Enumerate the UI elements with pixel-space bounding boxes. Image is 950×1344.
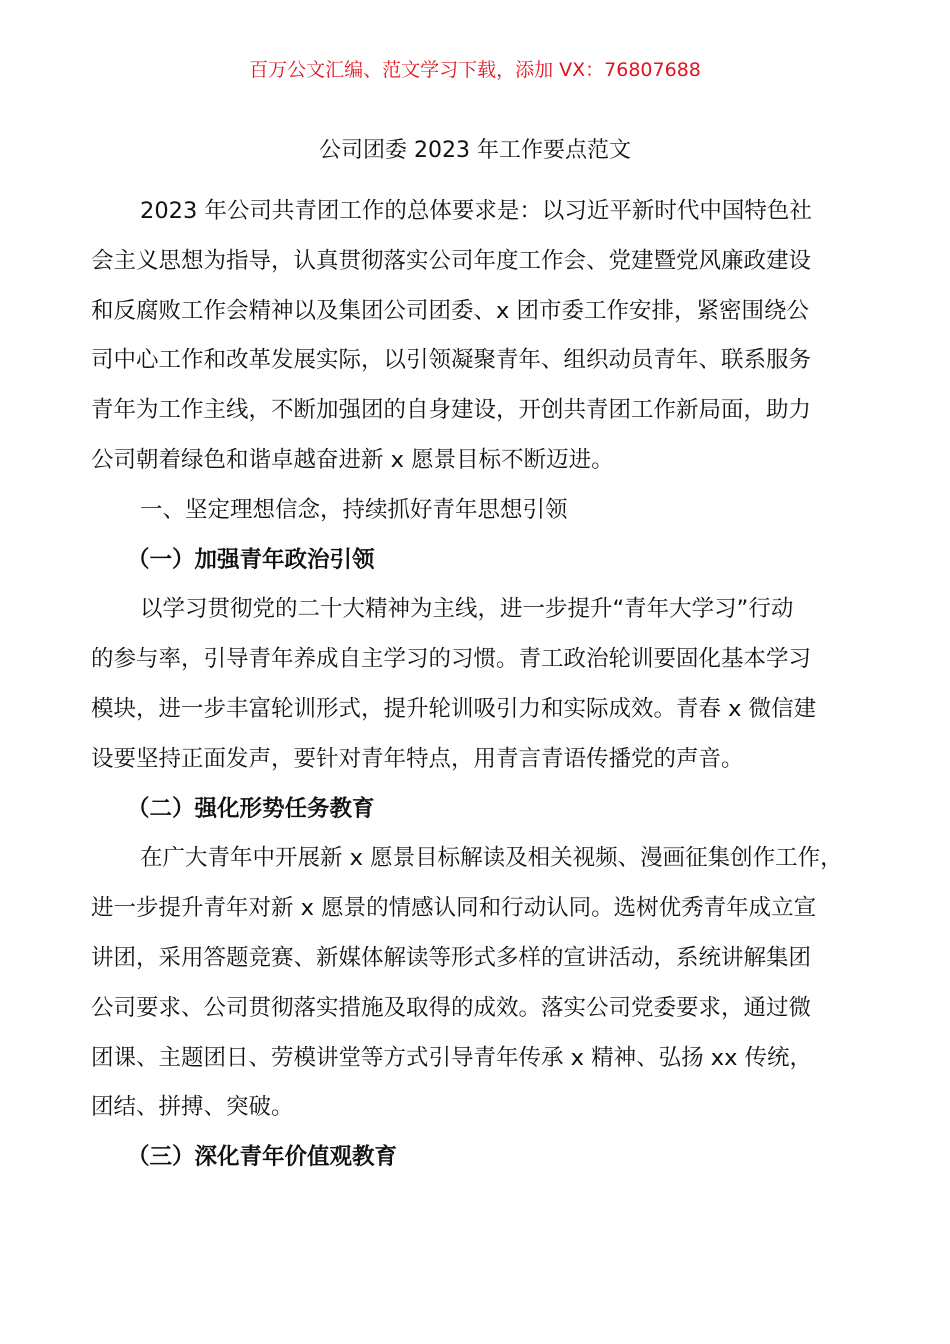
intro-line: 青年为工作主线，不断加强团的自身建设，开创共青团工作新局面，助力 <box>91 397 812 424</box>
body-line: 团课、主题团日、劳模讲堂等方式引导青年传承 x 精神、弘扬 xx 传统， <box>91 1044 813 1071</box>
intro-line: 会主义思想为指导，认真贯彻落实公司年度工作会、党建暨党风廉政建设 <box>91 247 812 274</box>
intro-line: 司中心工作和改革发展实际，以引领凝聚青年、组织动员青年、联系服务 <box>91 347 812 374</box>
body-line: 设要坚持正面发声，要针对青年特点，用青言青语传播党的声音。 <box>91 745 744 772</box>
subsection-heading-1: （一）加强青年政治引领 <box>127 546 375 573</box>
document-title: 公司团委 2023 年工作要点范文 <box>319 138 631 163</box>
body-line: 公司要求、公司贯彻落实措施及取得的成效。落实公司党委要求，通过微 <box>91 994 812 1021</box>
body-line: 的参与率，引导青年养成自主学习的习惯。青工政治轮训要固化基本学习 <box>91 646 812 673</box>
body-line: 进一步提升青年对新 x 愿景的情感认同和行动认同。选树优秀青年成立宣 <box>91 895 817 922</box>
body-line: 在广大青年中开展新 x 愿景目标解读及相关视频、漫画征集创作工作， <box>140 845 843 872</box>
document-body <box>91 187 863 1183</box>
body-line: 讲团，采用答题竞赛、新媒体解读等形式多样的宣讲活动，系统讲解集团 <box>91 944 812 971</box>
body-line: 模块，进一步丰富轮训形式，提升轮训吸引力和实际成效。青春 x 微信建 <box>91 695 817 722</box>
subsection-heading-2: （二）强化形势任务教育 <box>127 795 375 822</box>
subsection-heading-3: （三）深化青年价值观教育 <box>127 1144 398 1171</box>
section-heading-1: 一、坚定理想信念，持续抓好青年思想引领 <box>140 496 568 523</box>
intro-line: 2023 年公司共青团工作的总体要求是：以习近平新时代中国特色社 <box>140 198 812 224</box>
intro-line: 公司朝着绿色和谐卓越奋进新 x 愿景目标不断迈进。 <box>91 446 614 473</box>
body-line: 以学习贯彻党的二十大精神为主线，进一步提升“青年大学习”行动 <box>140 596 794 623</box>
watermark-banner: 百万公文汇编、范文学习下载，添加 VX：76807688 <box>249 59 701 81</box>
intro-line: 和反腐败工作会精神以及集团公司团委、x 团市委工作安排，紧密围绕公 <box>91 297 809 324</box>
body-line: 团结、拼搏、突破。 <box>91 1094 294 1121</box>
